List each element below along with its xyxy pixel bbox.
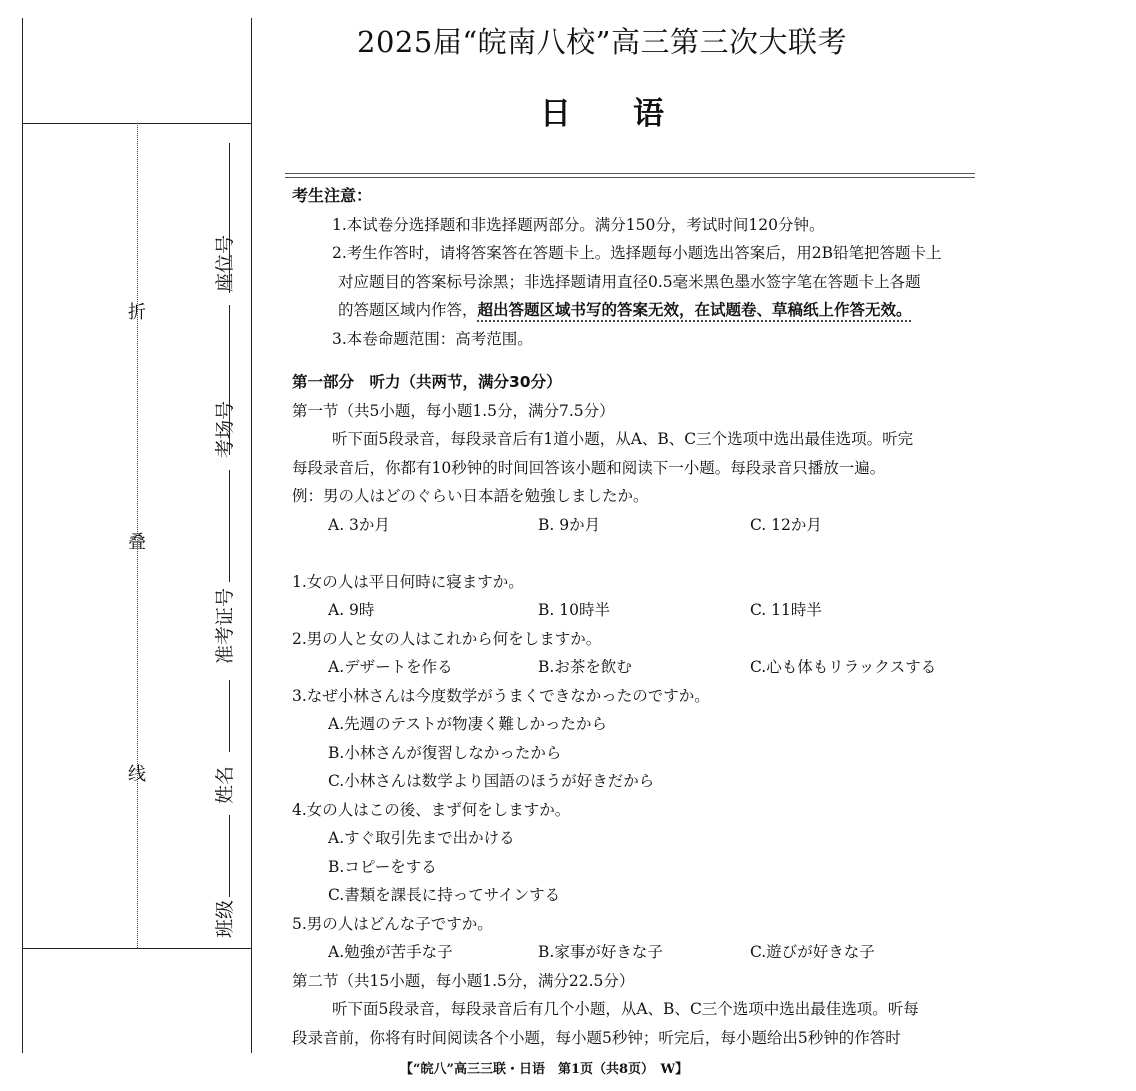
- q2-option-b[interactable]: B.お茶を飲む: [538, 658, 632, 676]
- q5-option-b[interactable]: B.家事が好きな子: [538, 943, 663, 961]
- fold-char-2: 叠: [128, 532, 146, 553]
- q4-option-b[interactable]: B.コピーをする: [328, 857, 437, 876]
- q2-option-a[interactable]: A.デザートを作る: [328, 658, 453, 676]
- q1-option-b[interactable]: B. 10時半: [538, 601, 610, 619]
- section1-instruction-2: 每段录音后，你都有10秒钟的时间回答该小题和阅读下一小题。每段录音只播放一遍。: [292, 458, 886, 477]
- subject-title: 日 语: [540, 96, 664, 132]
- q4-option-c[interactable]: C.書類を課長に持ってサインする: [328, 886, 561, 904]
- notice-item-2: 2.考生作答时，请将答案答在答题卡上。选择题每小题选出答案后，用2B铅笔把答题卡上: [332, 244, 942, 262]
- question-5: 5.男の人はどんな子ですか。: [292, 914, 493, 933]
- q3-option-a[interactable]: A.先週のテストが物凄く難しかったから: [328, 715, 608, 733]
- notice-item-3: 3.本卷命题范围：高考范围。: [332, 329, 533, 348]
- field-exam-room-line[interactable]: [229, 305, 230, 455]
- field-name-line[interactable]: [229, 680, 230, 752]
- notice-emphasis: 超出答题区域书写的答案无效，在试题卷、草稿纸上作答无效。: [477, 301, 912, 319]
- title-rule-2: [285, 177, 975, 178]
- section1-heading: 第一节（共5小题，每小题1.5分，满分7.5分）: [292, 401, 615, 420]
- margin-left-border: [22, 18, 23, 1053]
- question-5-options: [292, 938, 976, 967]
- example-option-c[interactable]: C. 12か月: [750, 515, 822, 534]
- section1-instruction-1: 听下面5段录音，每段录音后有1道小题，从A、B、C三个选项中选出最佳选项。听完: [332, 430, 914, 448]
- notice-block: [292, 182, 976, 353]
- example-option-b[interactable]: B. 9か月: [538, 515, 601, 534]
- question-2: 2.男の人と女の人はこれから何をしますか。: [292, 629, 602, 648]
- section2-heading: 第二节（共15小题，每小题1.5分，满分22.5分）: [292, 971, 635, 990]
- part1-block: [292, 368, 976, 1052]
- example-options: [292, 511, 976, 540]
- question-1: 1.女の人は平日何時に寝ますか。: [292, 572, 524, 591]
- exam-title: 2025届“皖南八校”高三第三次大联考: [357, 25, 847, 59]
- field-exam-room: 考场号: [214, 400, 236, 458]
- field-admission-number-line[interactable]: [229, 470, 230, 582]
- margin-bottom-divider: [22, 948, 251, 949]
- q3-option-c[interactable]: C.小林さんは数学より国語のほうが好きだから: [328, 772, 655, 790]
- field-admission-number: 准考证号: [214, 587, 236, 664]
- q4-option-a[interactable]: A.すぐ取引先まで出かける: [328, 829, 515, 847]
- title-rule-1: [285, 173, 975, 174]
- part1-heading: 第一部分 听力（共两节，满分30分）: [292, 373, 562, 391]
- notice-heading: 考生注意：: [292, 186, 373, 205]
- field-seat-number-line[interactable]: [229, 143, 230, 293]
- field-class-line[interactable]: [229, 815, 230, 897]
- page-footer: 【“皖八”高三三联・日语 第1页（共8页） W】: [400, 1062, 689, 1077]
- fold-char-3: 线: [128, 764, 146, 785]
- example-option-a[interactable]: A. 3か月: [328, 515, 390, 534]
- example-question: 例：男の人はどのぐらい日本語を勉強しましたか。: [292, 487, 649, 505]
- section2-instruction-1: 听下面5段录音，每段录音后有几个小题，从A、B、C三个选项中选出最佳选项。听每: [332, 1000, 919, 1018]
- q3-option-b[interactable]: B.小林さんが復習しなかったから: [328, 743, 562, 762]
- notice-item-2-end: 的答题区域内作答，超出答题区域书写的答案无效，在试题卷、草稿纸上作答无效。: [338, 301, 912, 319]
- question-2-options: [292, 653, 976, 682]
- fold-char-1: 折: [128, 302, 146, 323]
- field-class: 班级: [214, 899, 236, 938]
- q1-option-a[interactable]: A. 9時: [328, 601, 375, 619]
- question-1-options: [292, 596, 976, 625]
- field-seat-number: 座位号: [214, 234, 236, 292]
- section2-instruction-2: 段录音前，你将有时间阅读各个小题，每小题5秒钟；听完后，每小题给出5秒钟的作答时: [292, 1028, 901, 1047]
- question-3: 3.なぜ小林さんは今度数学がうまくできなかったのですか。: [292, 686, 710, 705]
- q2-option-c[interactable]: C.心も体もリラックスする: [750, 658, 937, 676]
- q5-option-c[interactable]: C.遊びが好きな子: [750, 943, 875, 961]
- notice-item-1: 1.本试卷分选择题和非选择题两部分。满分150分，考试时间120分钟。: [332, 215, 825, 234]
- question-4: 4.女の人はこの後、まず何をしますか。: [292, 800, 571, 819]
- q5-option-a[interactable]: A.勉強が苦手な子: [328, 943, 453, 961]
- notice-item-2-cont: 对应题目的答案标号涂黑；非选择题请用直径0.5毫米黑色墨水签字笔在答题卡上各题: [338, 272, 921, 291]
- field-name: 姓名: [214, 765, 236, 804]
- margin-right-border: [251, 18, 252, 1053]
- q1-option-c[interactable]: C. 11時半: [750, 601, 822, 619]
